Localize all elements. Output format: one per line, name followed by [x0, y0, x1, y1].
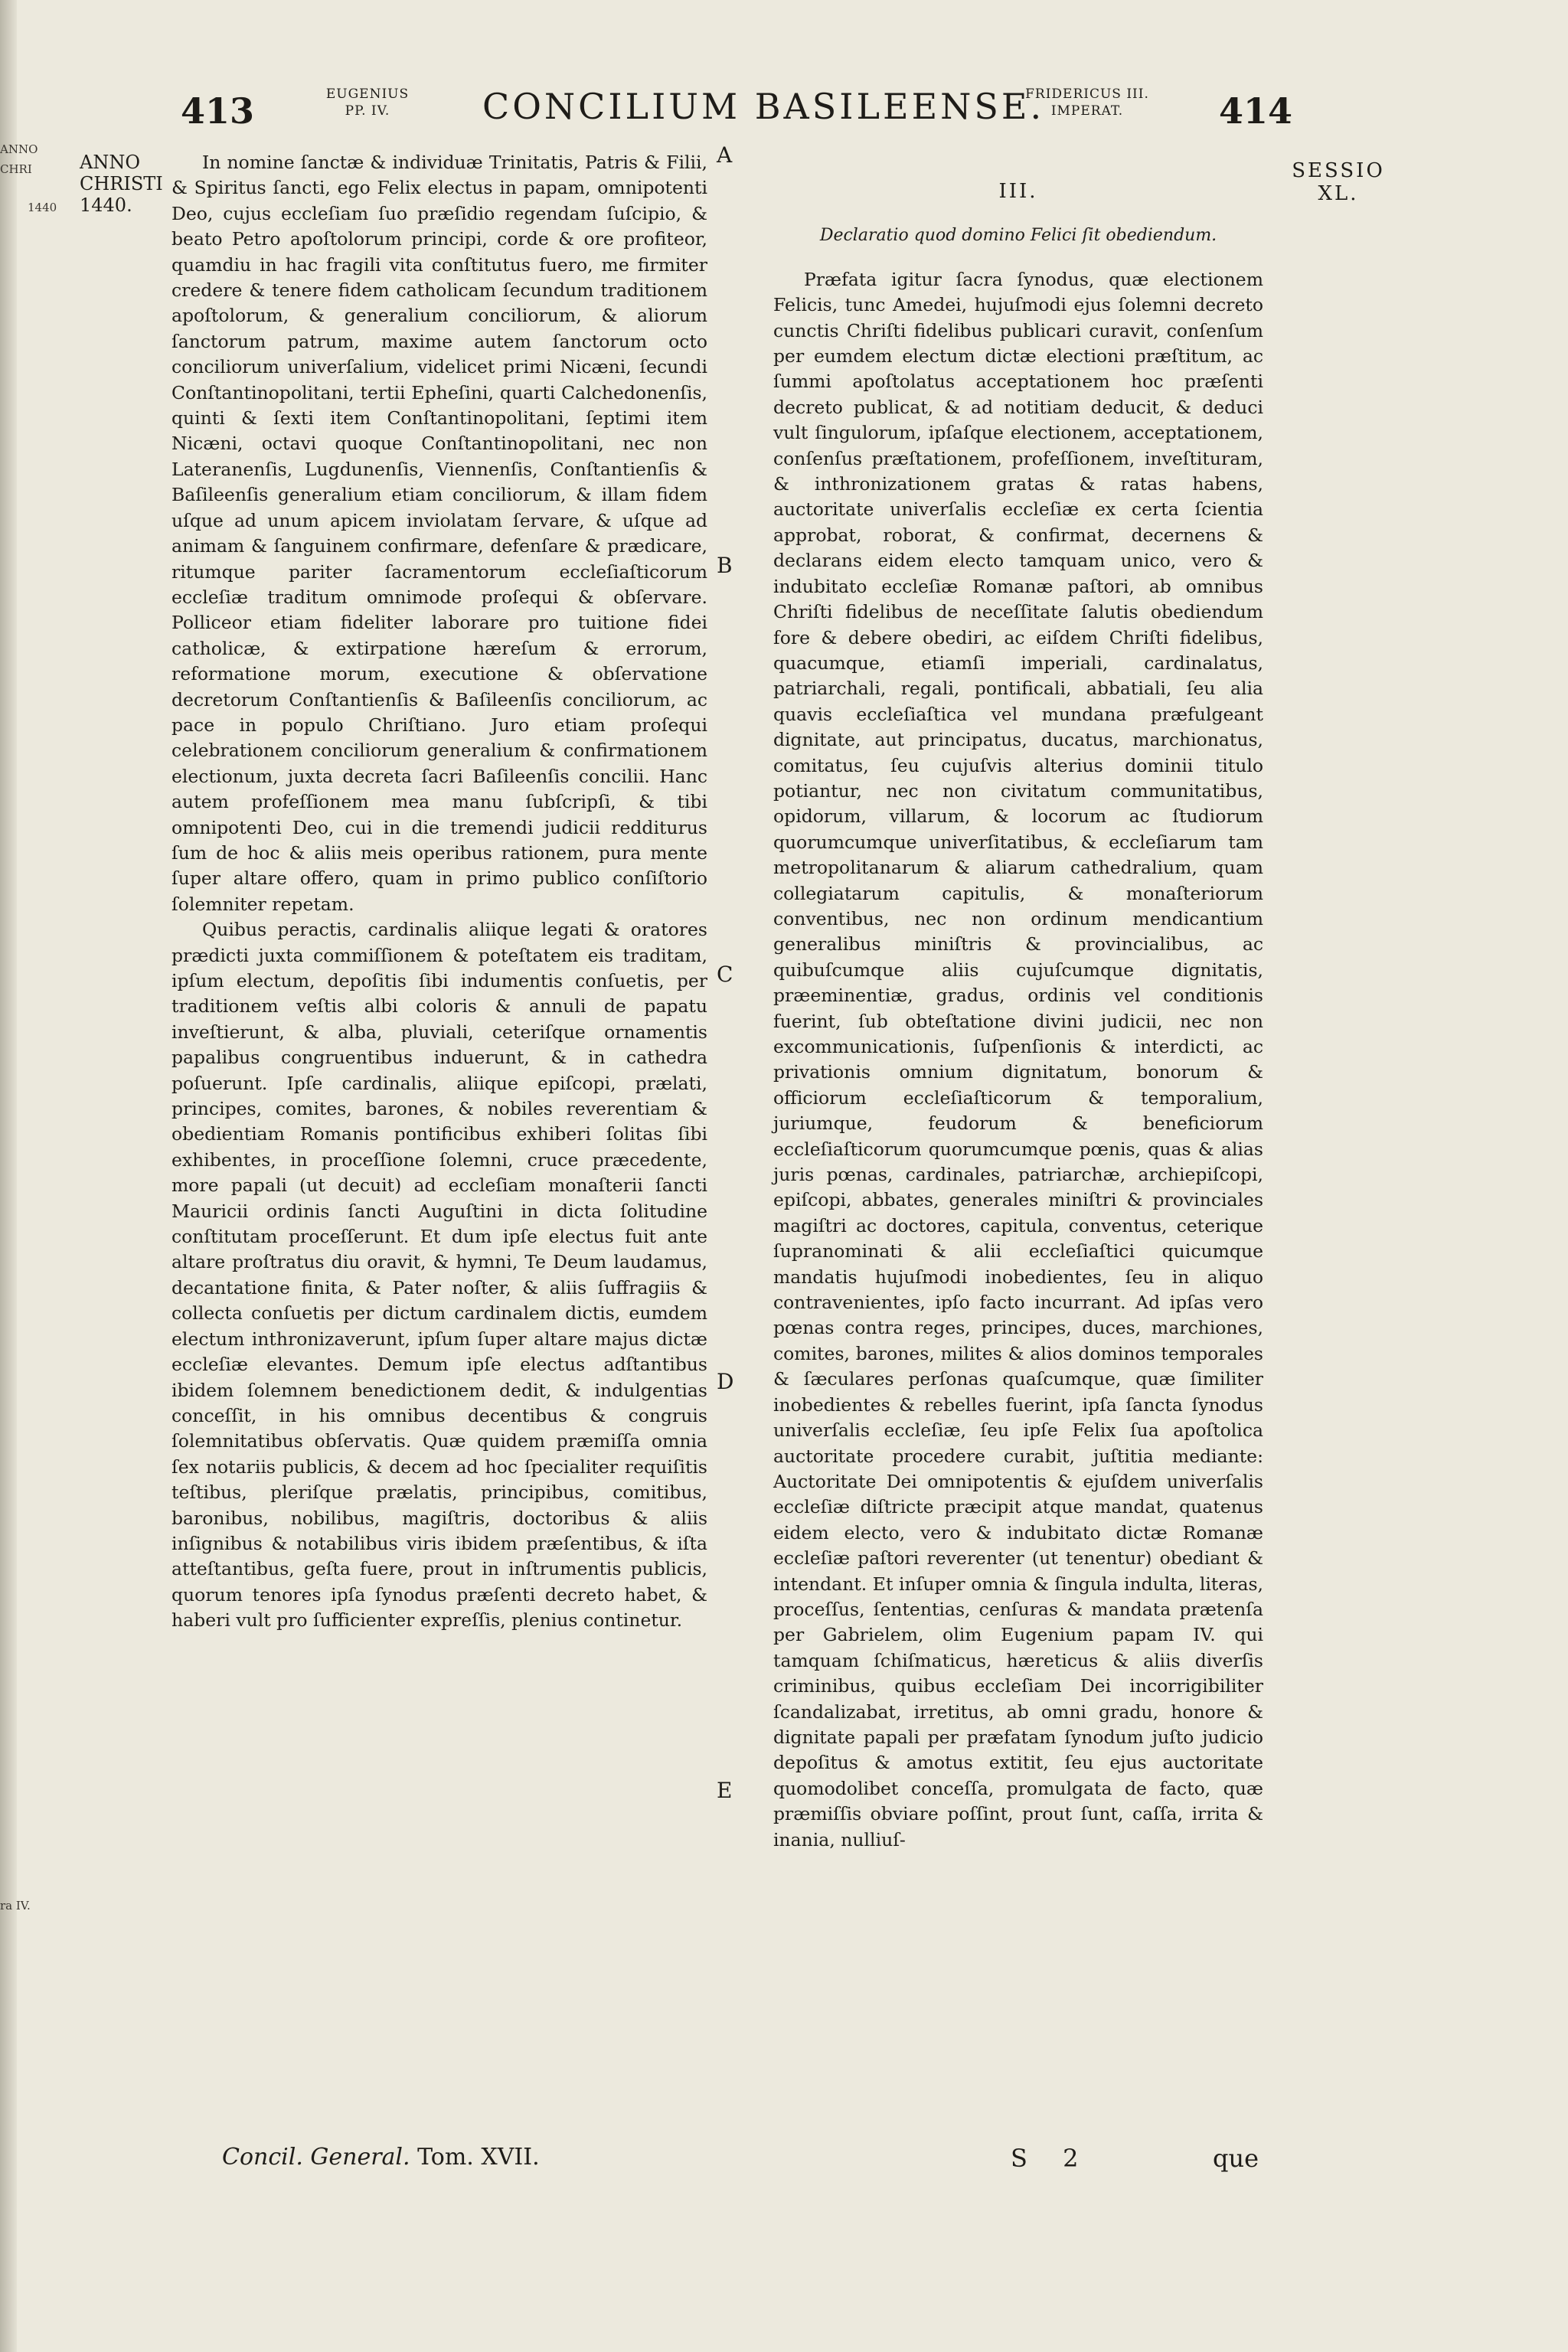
section-number: III. [998, 180, 1038, 203]
section-letter-b: B [717, 553, 733, 578]
page-title: CONCILIUM BASILEENSE. [482, 86, 1045, 127]
right-running-head: FRIDERICUS III. IMPERAT. [1025, 87, 1149, 119]
margin-note-sessio: SESSIO XL. [1292, 159, 1385, 205]
edge-fragment: ra IV. [0, 1899, 31, 1913]
left-paragraph: Quibus peractis, cardinalis aliique legati & oratores prædicti juxta commiſſionem & poteſtatem eis traditam, ipſum electum, depoſitis ſibi indumentis conſuetis, per traditionem veſtis albi coloris & annuli de papatu inveſtierunt, & alba, pluviali, ceteriſque ornamentis papalibus congruentibus induerunt, & in cathedra poſuerunt. Ipſe cardinalis, aliique epiſcopi, prælati, principes, comites, barones, & nobiles reverentiam & obedientiam Romanis pontificibus exhiberi ſolitas ſibi exhibentes, in proceſſione ſolemni, cruce præcedente, more papali (ut decuit) ad eccleſiam monaſterii ſancti Mauricii ordinis ſancti Auguſtini in dicta ſolitudine conſtitutam proceſſerunt. Et dum ipſe electus fuit ante altare proſtratus diu oravit, & hymni, Te Deum laudamus, decantatione finita, & Pater noſter, & aliis ſuffragiis & collecta conſuetis per dictum cardinalem dictis, eumdem electum inthronizaverunt, ipſum ſuper altare majus dictæ eccleſiæ elevantes. Demum ipſe electus adſtantibus ibidem ſolemnem benedictionem dedit, & indulgentias conceſſit, in his omnibus decentibus & congruis ſolemnitatibus obſervatis. Quæ quidem præmiſſa omnia ſex notariis publicis, & decem ad hoc ſpecialiter requiſitis teſtibus, pleriſque prælatis, principibus, comitibus, baronibus, nobilibus, magiſtris, doctoribus & aliis inſignibus & notabilibus viris ibidem præſentibus, & iſta atteſtantibus, geſta fuere, prout in inſtrumentis publicis, quorum tenores ipſa ſynodus præſenti decreto habet, & haberi vult pro ſufficienter expreſſis, plenius continetur. [172, 919, 707, 1632]
edge-fragment: CHRI [0, 162, 32, 176]
left-column [172, 150, 707, 1634]
catchword: que [1213, 2144, 1259, 2173]
footer-title: Concil. General. Tom. XVII. [222, 2144, 540, 2171]
section-letter-a: A [717, 142, 733, 168]
section-letter-e: E [717, 1778, 733, 1803]
section-letter-c: C [717, 962, 733, 987]
left-running-head: EUGENIUS PP. IV. [325, 87, 410, 119]
right-column [773, 179, 1263, 1853]
left-page-number: 413 [181, 90, 255, 132]
previous-page-edge [0, 0, 17, 2352]
left-paragraph: In nomine ſanctæ & individuæ Trinitatis, Patris & Filii, & Spiritus ſancti, ego Felix electus in papam, omnipotenti Deo, cujus eccleſiam ſuo præſidio regendam ſuſcipio, & beato Petro apoſtolorum principi, corde & ore profiteor, quamdiu in hac fragili vita conſtitutus fuero, me firmiter credere & tenere fidem catholicam ſecundum traditionem apoſtolorum, & generalium conciliorum, & aliorum ſanctorum patrum, maxime autem ſanctorum octo conciliorum univerſalium, videlicet primi Nicæni, ſecundi Conſtantinopolitani, tertii Epheſini, quarti Calchedonenſis, quinti & ſexti item Conſtantinopolitani, ſeptimi item Nicæni, octavi quoque Conſtantinopolitani, nec non Lateranenſis, Lugdunenſis, Viennenſis, Conſtantienſis & Baſileenſis generalium etiam conciliorum, & illam fidem uſque ad unum apicem inviolatam ſervare, & uſque ad animam & ſanguinem confirmare, defenſare & prædicare, ritumque pariter ſacramentorum eccleſiaſticorum eccleſiæ traditum omnimode proſequi & obſervare. Polliceor etiam fideliter laborare pro tuitione fidei catholicæ, & extirpatione hæreſum & errorum, reformatione morum, executione & obſervatione decretorum Conſtantienſis & Baſileenſis conciliorum, ac pace in populo Chriſtiano. Juro etiam proſequi celebrationem conciliorum generalium & confirmationem electionum, juxta decreta ſacri Baſileenſis concilii. Hanc autem profeſſionem mea manu ſubſcripſi, & tibi omnipotenti Deo, cui in die tremendi judicii redditurus ſum de hoc & aliis meis operibus rationem, pura mente ſuper altare offero, quam in primo publico conſiſtorio ſolemniter repetam. [172, 152, 707, 915]
right-page-number: 414 [1219, 90, 1293, 132]
edge-fragment: ANNO [0, 142, 38, 156]
section-letter-d: D [717, 1369, 734, 1394]
edge-fragment: 1440 [28, 201, 57, 214]
right-paragraph: Præfata igitur ſacra ſynodus, quæ electionem Felicis, tunc Amedei, hujuſmodi ejus ſolemni decreto cunctis Chriſti fidelibus publicari curavit, conſenſum per eumdem electum dictæ electioni præſtitum, ac ſummi apoſtolatus acceptationem hoc præſenti decreto publicat, & ad notitiam deducit, & deduci vult ſingulorum, ipſaſque electionem, acceptationem, conſenſus præſtationem, profeſſionem, inveſtituram, & inthronizationem gratas & ratas habens, auctoritate univerſalis eccleſiæ ex certa ſcientia approbat, roborat, & confirmat, decernens & declarans eidem electo tamquam unico, vero & indubitato eccleſiæ Romanæ paſtori, ab omnibus Chriſti fidelibus de neceſſitate ſalutis obediendum fore & debere obediri, ac eiſdem Chriſti fidelibus, quacumque, etiamſi imperiali, cardinalatus, patriarchali, regali, pontificali, abbatiali, ſeu alia quavis eccleſiaſtica vel mundana præfulgeant dignitate, aut principatus, ducatus, marchionatus, comitatus, ſeu cujuſvis alterius dominii titulo potiantur, nec non civitatum communitatibus, opidorum, villarum, & locorum ac ſtudiorum quorumcumque univerſitatibus, & eccleſiarum tam metropolitanarum & aliarum cathedralium, quam collegiatarum capitulis, & monaſteriorum conventibus, nec non ordinum mendicantium generalibus miniſtris & provincialibus, ac quibuſcumque aliis cujuſcumque dignitatis, præeminentiæ, gradus, ordinis vel conditionis fuerint, ſub obteſtatione divini judicii, nec non excommunicationis, ſuſpenſionis & interdicti, ac privationis omnium dignitatum, bonorum & officiorum eccleſiaſticorum & temporalium, juriumque, feudorum & beneficiorum eccleſiaſticorum quorumcumque pœnis, quas & alias juris pœnas, cardinales, patriarchæ, archiepiſcopi, epiſcopi, abbates, generales miniſtri & provinciales magiſtri ac doctores, capitula, conventus, ceterique ſupranominati & alii eccleſiaſtici quicumque mandatis hujuſmodi inobedientes, ſeu in aliquo contravenientes, ipſo facto incurrant. Ad ipſas vero pœnas contra reges, principes, duces, marchiones, comites, barones, milites & alios dominos temporales & ſæculares perſonas quaſcumque, quæ ſimiliter inobedientes & rebelles fuerint, ipſa ſancta ſynodus univerſalis eccleſiæ, ſeu ipſe Felix ſua apoſtolica auctoritate procedere curabit, juſtitia mediante: Auctoritate Dei omnipotentis & ejuſdem univerſalis eccleſiæ diſtricte præcipit atque mandat, quatenus eidem electo, vero & indubitato dictæ Romanæ eccleſiæ paſtori reverenter (ut tenentur) obediant & intendant. Et inſuper omnia & ſingula indulta, literas, proceſſus, ſententias, cenſuras & mandata prætenſa per Gabrielem, olim Eugenium papam IV. qui tamquam ſchiſmaticus, hæreticus & aliis diverſis criminibus, quibus eccleſiam Dei incorrigibiliter ſcandalizabat, irretitus, ab omni gradu, honore & dignitate papali per præfatam ſynodum juſto judicio depoſitus & amotus extitit, ſeu ejus auctoritate quomodolibet conceſſa, promulgata de facto, quæ præmiſſis obviare poſſint, prout ſunt, caſſa, irrita & inania, nulliuſ- [773, 268, 1263, 1851]
margin-note-anno-christi: ANNO CHRISTI 1440. [80, 152, 163, 216]
section-heading: Declaratio quod domino Felici ſit obediendum. [819, 226, 1217, 246]
signature-mark: S 2 [1011, 2144, 1093, 2173]
